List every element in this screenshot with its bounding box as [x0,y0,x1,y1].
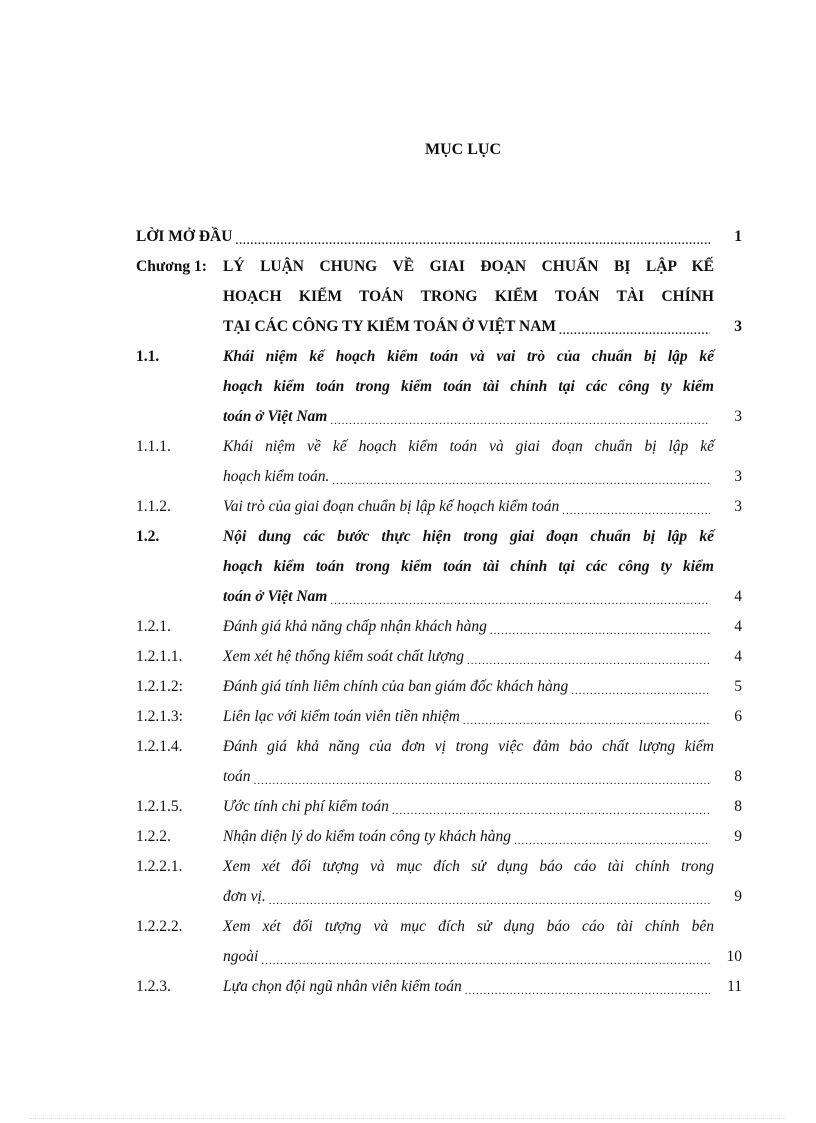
leader-dots [465,986,710,996]
toc-entry-1-2-1-2[interactable] [136,672,742,702]
title-wrap [0,141,816,159]
section-title-line-1: Xem xét đối tượng và mục đích sử dụng báo cáo tài chính trong [223,858,714,875]
section-title-line-1: Xem xét đối tượng và mục đích sử dụng báo cáo tài chính bên [223,918,714,935]
toc-page-number: 1 [734,228,742,245]
toc-page-number: 9 [734,828,742,845]
section-number: 1.2.2.1. [136,858,183,875]
section-title: Lựa chọn đội ngũ nhân viên kiểm toán [223,978,462,995]
chapter-title-line-3: TẠI CÁC CÔNG TY KIỂM TOÁN Ở VIỆT NAM [223,318,557,335]
section-title-line-3: toán ở Việt Nam [223,588,328,605]
toc-page-number: 3 [734,408,742,425]
table-of-contents [136,222,742,1002]
toc-entry-1-2-1-4[interactable] [136,732,742,792]
section-title: Nhận diện lý do kiểm toán công ty khách hàng [223,828,511,845]
toc-page-number: 5 [734,678,742,695]
leader-dots [490,626,710,636]
section-number: 1.2.1.2: [136,678,183,695]
toc-page-number: 10 [726,948,742,965]
section-title-line-1: Khái niệm kế hoạch kiểm toán và vai trò của chuẩn bị lập kế [223,348,714,365]
chapter-label: Chương 1: [136,258,207,275]
section-number: 1.2.1.1. [136,648,183,665]
toc-page-number: 3 [734,468,742,485]
section-number: 1.2.1.3: [136,708,183,725]
toc-page-number: 3 [734,498,742,515]
section-number: 1.2. [136,528,160,545]
section-number: 1.2.1. [136,618,171,635]
leader-dots [571,686,710,696]
leader-dots [332,476,710,486]
toc-entry-1-2-2[interactable] [136,822,742,852]
toc-page-number: 8 [734,798,742,815]
section-title-line-2: ngoài [223,948,259,965]
section-title: Đánh giá khả năng chấp nhận khách hàng [223,618,487,635]
chapter-title-line-2: HOẠCH KIỂM TOÁN TRONG KIỂM TOÁN TÀI CHÍNH [223,288,714,305]
leader-dots [235,236,710,246]
page-title: MỤC LỤC [425,141,501,158]
section-number: 1.1.1. [136,438,171,455]
page-bottom-rule [30,1118,786,1119]
leader-dots [392,806,710,816]
leader-dots [330,596,710,606]
leader-dots [463,716,710,726]
section-title-line-2: toán [223,768,251,785]
toc-page-number: 9 [734,888,742,905]
section-title-line-1: Khái niệm về kế hoạch kiểm toán và giai đoạn chuẩn bị lập kế [223,438,714,455]
leader-dots [514,836,710,846]
section-title: Đánh giá tính liêm chính của ban giám đốc khách hàng [223,678,569,695]
toc-entry-1-2-1-5[interactable] [136,792,742,822]
section-title-line-2: hoạch kiểm toán trong kiểm toán tài chính tại các công ty kiểm [223,558,714,575]
leader-dots [269,896,710,906]
leader-dots [467,656,710,666]
section-title-line-2: hoạch kiểm toán. [223,468,330,485]
leader-dots [261,956,710,966]
toc-entry-1-2-1[interactable] [136,612,742,642]
section-number: 1.2.1.5. [136,798,183,815]
section-number: 1.2.1.4. [136,738,183,755]
toc-page-number: 4 [734,648,742,665]
section-title: Xem xét hệ thống kiểm soát chất lượng [223,648,464,665]
section-number: 1.2.2. [136,828,171,845]
toc-entry-1-1-2[interactable] [136,492,742,522]
section-title: Vai trò của giai đoạn chuẩn bị lập kế hoạch kiểm toán [223,498,560,515]
toc-entry-text: LỜI MỞ ĐẦU [136,228,233,245]
toc-page-number: 4 [734,588,742,605]
leader-dots [562,506,710,516]
toc-entry-1-2-2-1[interactable] [136,852,742,912]
section-title-line-2: đơn vị. [223,888,266,905]
section-number: 1.2.3. [136,978,171,995]
toc-entry-1-1-1[interactable] [136,432,742,492]
chapter-title-line-1: LÝ LUẬN CHUNG VỀ GIAI ĐOẠN CHUẨN BỊ LẬP KẾ [223,258,714,275]
section-number: 1.2.2.2. [136,918,183,935]
leader-dots [330,416,710,426]
toc-entry-1-2[interactable] [136,522,742,612]
toc-entry-1-1[interactable] [136,342,742,432]
section-number: 1.1. [136,348,160,365]
toc-page-number: 3 [734,318,742,335]
toc-entry-preface[interactable] [136,222,742,252]
section-title-line-3: toán ở Việt Nam [223,408,328,425]
toc-entry-1-2-1-3[interactable] [136,702,742,732]
toc-entry-1-2-2-2[interactable] [136,912,742,972]
leader-dots [559,326,710,336]
section-title-line-1: Nội dung các bước thực hiện trong giai đoạn chuẩn bị lập kế [223,528,714,545]
section-title: Liên lạc với kiểm toán viên tiền nhiệm [223,708,460,725]
section-number: 1.1.2. [136,498,171,515]
section-title: Ước tính chi phí kiểm toán [223,798,389,815]
toc-page-number: 6 [734,708,742,725]
toc-entry-1-2-3[interactable] [136,972,742,1002]
section-title-line-1: Đánh giá khả năng của đơn vị trong việc đảm bảo chất lượng kiểm [223,738,714,755]
section-title-line-2: hoạch kiểm toán trong kiểm toán tài chính tại các công ty kiểm [223,378,714,395]
toc-entry-1-2-1-1[interactable] [136,642,742,672]
toc-page-number: 11 [727,978,742,995]
toc-page-number: 4 [734,618,742,635]
toc-page-number: 8 [734,768,742,785]
toc-entry-chapter-1[interactable] [136,252,742,342]
leader-dots [254,776,710,786]
